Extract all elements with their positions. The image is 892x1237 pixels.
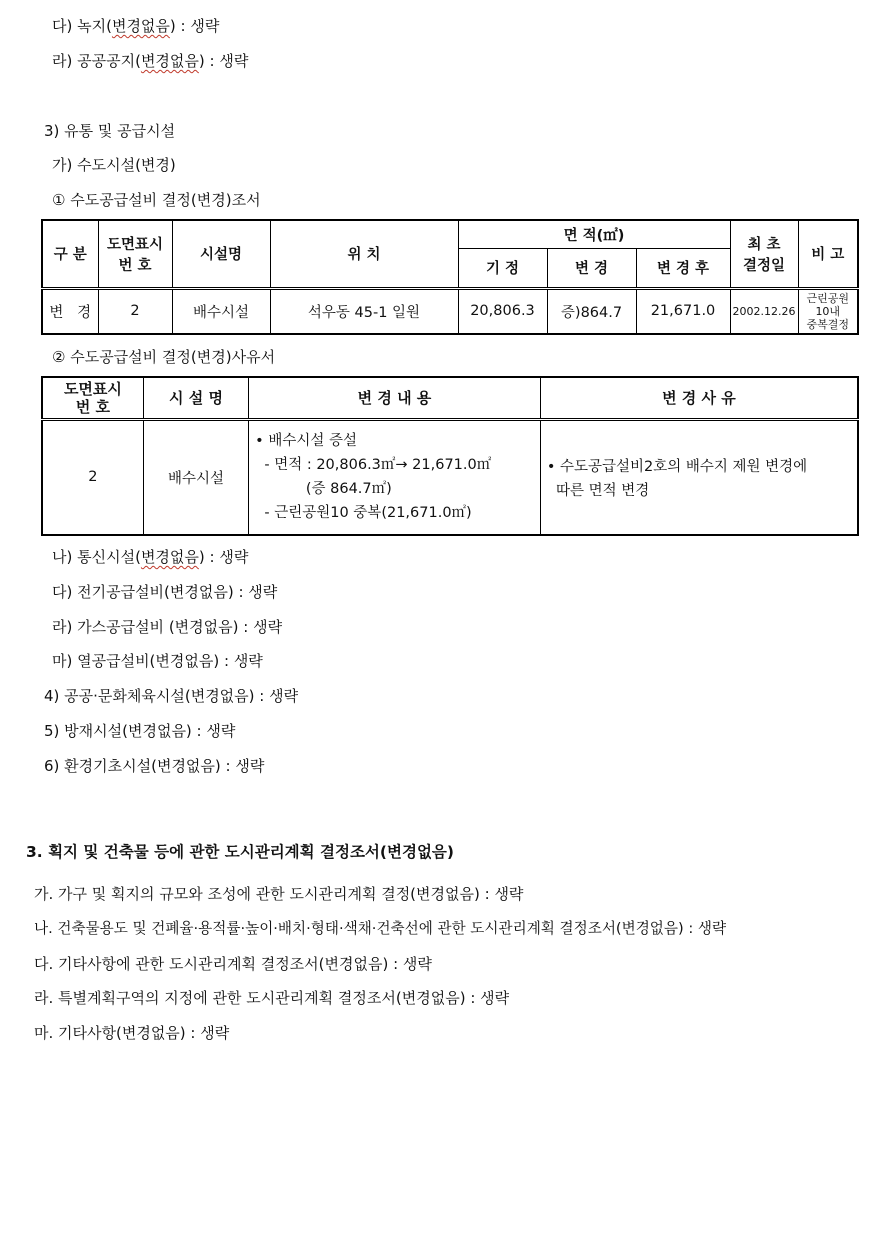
cell-facility: 배수시설 (172, 288, 270, 334)
cell-map-no: 2 (98, 288, 172, 334)
t2-cell-content: • 배수시설 증설 - 면적 : 20,806.3㎡→ 21,671.0㎡ (증 864.7㎡) - 근린공원10 중복(21,671.0㎡) (249, 419, 541, 535)
header-category: 구 분 (42, 220, 98, 288)
header-location: 위 치 (270, 220, 458, 288)
gas-line: 라) 가스공급설비 (변경없음) : 생략 (52, 618, 283, 636)
t2-header-reason: 변 경 사 유 (540, 377, 858, 419)
header-note: 비 고 (798, 220, 858, 288)
header-first-decision: 최 초 결정일 (730, 220, 798, 288)
table1-title: ① 수도공급설비 결정(변경)조서 (52, 191, 261, 209)
header-area-after: 변 경 후 (636, 248, 730, 288)
header-area-change: 변 경 (547, 248, 636, 288)
greenery-prefix: 다) 녹지( (52, 17, 112, 35)
t2-header-map-no: 도면표시 번 호 (42, 377, 143, 419)
final-line-ga: 가. 가구 및 획지의 규모와 조성에 관한 도시관리계획 결정(변경없음) : 생략 (34, 885, 524, 903)
cell-area-after: 21,671.0 (636, 288, 730, 334)
final-line-na: 나. 건축물용도 및 건폐율·용적률·높이·배치·형태·색채·건축선에 관한 도시관리계획 결정조서(변경없음) : 생략 (34, 920, 727, 937)
cell-area-change: 증)864.7 (547, 288, 636, 334)
open-space-line (52, 51, 248, 71)
final-line-ra: 라. 특별계획구역의 지정에 관한 도시관리계획 결정조서(변경없음) : 생략 (34, 989, 510, 1007)
open-space-prefix: 라) 공공공지( (52, 52, 141, 70)
section-distribution: 3) 유통 및 공급시설 (44, 122, 176, 140)
water-supply-reason-table (41, 376, 859, 536)
final-line-ma: 마. 기타사항(변경없음) : 생략 (34, 1024, 230, 1042)
table2-title: ② 수도공급설비 결정(변경)사유서 (52, 348, 276, 366)
cell-category: 변 경 (42, 288, 98, 334)
heading-section-3: 3. 획지 및 건축물 등에 관한 도시관리계획 결정조서(변경없음) (26, 843, 454, 861)
public-culture-line: 4) 공공·문화체육시설(변경없음) : 생략 (44, 687, 299, 705)
header-facility: 시설명 (172, 220, 270, 288)
cell-location: 석우동 45-1 일원 (270, 288, 458, 334)
cell-note: 근린공원 10내 중복결정 (798, 288, 858, 334)
open-space-suffix: ) : 생략 (198, 52, 249, 70)
heat-line: 마) 열공급설비(변경없음) : 생략 (52, 652, 263, 670)
cell-first-decision: 2002.12.26 (730, 288, 798, 334)
final-line-da: 다. 기타사항에 관한 도시관리계획 결정조서(변경없음) : 생략 (34, 955, 432, 973)
t2-header-facility: 시 설 명 (143, 377, 248, 419)
water-supply-decision-table (41, 219, 859, 335)
t2-cell-map-no: 2 (42, 419, 143, 535)
water-facility-heading: 가) 수도시설(변경) (52, 156, 176, 174)
header-map-no: 도면표시 번 호 (98, 220, 172, 288)
open-space-status: 변경없음 (140, 52, 199, 70)
header-area: 면 적(㎡) (458, 220, 730, 248)
t2-header-content: 변 경 내 용 (249, 377, 541, 419)
t2-cell-reason: • 수도공급설비2호의 배수지 제원 변경에 따른 면적 변경 (540, 419, 858, 535)
environment-line: 6) 환경기초시설(변경없음) : 생략 (44, 757, 265, 775)
telecom-line: 나) 통신시설(변경없음) : 생략 (52, 548, 249, 566)
electric-line: 다) 전기공급설비(변경없음) : 생략 (52, 583, 278, 601)
t2-cell-facility: 배수시설 (143, 419, 248, 535)
greenery-suffix: ) : 생략 (169, 17, 220, 35)
disaster-line: 5) 방재시설(변경없음) : 생략 (44, 722, 236, 740)
header-area-prev: 기 정 (458, 248, 547, 288)
cell-area-prev: 20,806.3 (458, 288, 547, 334)
greenery-status: 변경없음 (111, 17, 170, 35)
greenery-line (52, 16, 219, 36)
